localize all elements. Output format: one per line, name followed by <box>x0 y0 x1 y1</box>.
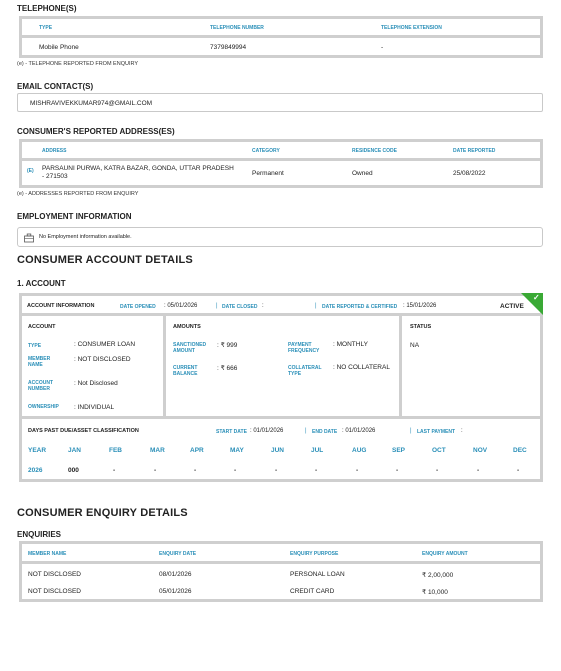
account-number: : Not Disclosed <box>74 380 118 387</box>
tel-header-number: TELEPHONE NUMBER <box>210 25 264 31</box>
info-separator: | <box>216 303 218 309</box>
enq-header-amount: ENQUIRY AMOUNT <box>422 551 468 557</box>
dpd-month-label: SEP <box>392 447 406 454</box>
dpd-label: DAYS PAST DUE/ASSET CLASSIFICATION <box>28 428 139 434</box>
date-closed-label: DATE CLOSED <box>222 304 258 310</box>
dpd-separator: | <box>410 428 412 434</box>
ownership: : INDIVIDUAL <box>74 404 115 411</box>
dpd-month-label: FEB <box>109 447 122 454</box>
amounts-column-head: AMOUNTS <box>173 324 201 330</box>
ownership-label: OWNERSHIP <box>28 404 59 410</box>
address-line2: - 271503 <box>42 173 68 180</box>
dpd-cell: - <box>113 467 116 474</box>
table-row <box>22 564 540 582</box>
dpd-cell: - <box>234 467 237 474</box>
dpd-month-label: JAN <box>68 447 82 454</box>
dpd-year: 2026 <box>28 467 43 474</box>
enq-member: NOT DISCLOSED <box>28 571 81 578</box>
start-date-label: START DATE <box>216 429 247 435</box>
account-sub-title: 1. ACCOUNT <box>17 279 66 288</box>
table-row <box>22 161 540 185</box>
enquiry-header-row <box>22 544 540 564</box>
date-opened-label: DATE OPENED <box>120 304 156 310</box>
account-type: : CONSUMER LOAN <box>74 341 136 348</box>
address-note: (e) - ADDRESSES REPORTED FROM ENQUIRY <box>17 191 139 197</box>
frequency-label: PAYMENT FREQUENCY <box>288 342 320 355</box>
account-info-label: ACCOUNT INFORMATION <box>27 303 95 309</box>
type-label: TYPE <box>28 343 42 349</box>
addr-header-address: ADDRESS <box>42 148 67 154</box>
account-card <box>19 293 543 482</box>
enq-amount: ₹ 2,00,000 <box>422 572 454 579</box>
status-badge: ACTIVE <box>500 303 524 310</box>
email-box <box>17 93 543 112</box>
enquiries-sub-title: ENQUIRIES <box>17 530 62 539</box>
address-category: Permanent <box>252 170 284 177</box>
dpd-month-label: DEC <box>513 447 527 454</box>
tel-type: Mobile Phone <box>39 44 79 51</box>
enq-date: 05/01/2026 <box>159 588 192 595</box>
enquiry-table <box>19 541 543 602</box>
briefcase-icon <box>24 233 34 243</box>
dpd-cell: 000 <box>68 467 79 474</box>
enq-header-purpose: ENQUIRY PURPOSE <box>290 551 339 557</box>
dpd-month-label: AUG <box>352 447 367 454</box>
dpd-cell: - <box>396 467 399 474</box>
tel-header-type: TYPE <box>39 25 53 31</box>
date-closed: : <box>262 303 264 309</box>
dpd-cell: - <box>275 467 278 474</box>
dpd-month-label: JUN <box>271 447 285 454</box>
dpd-cell: - <box>436 467 439 474</box>
end-date-label: END DATE <box>312 429 338 435</box>
employment-title: EMPLOYMENT INFORMATION <box>17 212 132 221</box>
enq-purpose: CREDIT CARD <box>290 588 335 595</box>
employment-box <box>17 227 543 247</box>
date-reported-label: DATE REPORTED & CERTIFIED <box>322 304 398 310</box>
status-column-head: STATUS <box>410 324 432 330</box>
telephones-note: (e) - TELEPHONE REPORTED FROM ENQUIRY <box>17 61 139 67</box>
dpd-cell: - <box>477 467 480 474</box>
enq-purpose: PERSONAL LOAN <box>290 571 345 578</box>
addr-header-category: CATEGORY <box>252 148 280 154</box>
address-date: 25/08/2022 <box>453 170 486 177</box>
enq-header-date: ENQUIRY DATE <box>159 551 197 557</box>
check-icon: ✓ <box>533 293 540 302</box>
dpd-month-label: OCT <box>432 447 446 454</box>
telephones-title: TELEPHONE(S) <box>17 4 77 13</box>
enq-amount: ₹ 10,000 <box>422 589 448 596</box>
collateral-type: : NO COLLATERAL <box>333 364 390 371</box>
dpd-value-row <box>22 467 540 477</box>
dpd-month-label: MAY <box>230 447 244 454</box>
status-value: NA <box>410 342 420 349</box>
dpd-month-row <box>22 447 540 457</box>
last-payment-label: LAST PAYMENT <box>417 429 456 435</box>
employment-message: No Employment information available. <box>39 234 132 240</box>
account-number-label: ACCOUNT NUMBER <box>28 380 53 393</box>
email-value: MISHRAVIVEKKUMAR974@GMAIL.COM <box>30 100 153 107</box>
tel-header-extension: TELEPHONE EXTENSION <box>381 25 442 31</box>
enq-header-member: MEMBER NAME <box>28 551 67 557</box>
last-payment: : <box>461 428 463 434</box>
sanctioned-amount: : ₹ 999 <box>217 342 238 349</box>
enq-member: NOT DISCLOSED <box>28 588 81 595</box>
address-residence: Owned <box>352 170 373 177</box>
dpd-cell: - <box>356 467 359 474</box>
telephones-table <box>19 16 543 58</box>
email-title: EMAIL CONTACT(S) <box>17 82 94 91</box>
current-balance: : ₹ 666 <box>217 365 238 372</box>
info-separator: | <box>315 303 317 309</box>
member-name: : NOT DISCLOSED <box>74 356 131 363</box>
dpd-cell: - <box>194 467 197 474</box>
dpd-month-label: MAR <box>150 447 165 454</box>
address-enquiry-marker: (E) <box>27 168 34 174</box>
end-date: : 01/01/2026 <box>342 428 376 434</box>
account-details-block <box>22 316 540 419</box>
dpd-separator: | <box>305 428 307 434</box>
dpd-month-label: NOV <box>473 447 488 454</box>
dpd-cell: - <box>315 467 318 474</box>
divider <box>399 316 402 416</box>
table-row <box>22 38 540 55</box>
telephones-header-row <box>22 19 540 38</box>
collateral-label: COLLATERAL TYPE <box>288 365 322 378</box>
member-label: MEMBER NAME <box>28 356 51 369</box>
payment-frequency: : MONTHLY <box>333 341 368 348</box>
dpd-month-label: JUL <box>311 447 324 454</box>
enq-date: 08/01/2026 <box>159 571 192 578</box>
table-row <box>22 582 540 600</box>
account-details-title: CONSUMER ACCOUNT DETAILS <box>17 254 193 266</box>
tel-extension: - <box>381 44 384 51</box>
dpd-month-label: YEAR <box>28 447 47 454</box>
date-reported: : 15/01/2026 <box>403 303 437 309</box>
dpd-month-label: APR <box>190 447 204 454</box>
dpd-header <box>22 419 540 439</box>
account-column-head: ACCOUNT <box>28 324 56 330</box>
sanctioned-label: SANCTIONED AMOUNT <box>173 342 207 355</box>
addr-header-residence: RESIDENCE CODE <box>352 148 398 154</box>
address-table <box>19 139 543 188</box>
dpd-cell: - <box>517 467 520 474</box>
date-opened: : 05/01/2026 <box>164 303 198 309</box>
address-line1: PARSAUNI PURWA, KATRA BAZAR, GONDA, UTTAR PRADESH <box>42 165 234 172</box>
addr-header-date: DATE REPORTED <box>453 148 496 154</box>
address-title: CONSUMER'S REPORTED ADDRESS(ES) <box>17 127 175 136</box>
dpd-grid <box>22 439 540 479</box>
balance-label: CURRENT BALANCE <box>173 365 198 378</box>
start-date: : 01/01/2026 <box>250 428 284 434</box>
account-info-row <box>22 296 540 316</box>
enquiry-details-title: CONSUMER ENQUIRY DETAILS <box>17 507 188 519</box>
address-header-row <box>22 142 540 161</box>
divider <box>163 316 166 416</box>
dpd-cell: - <box>154 467 157 474</box>
tel-number: 7379849994 <box>210 44 247 51</box>
